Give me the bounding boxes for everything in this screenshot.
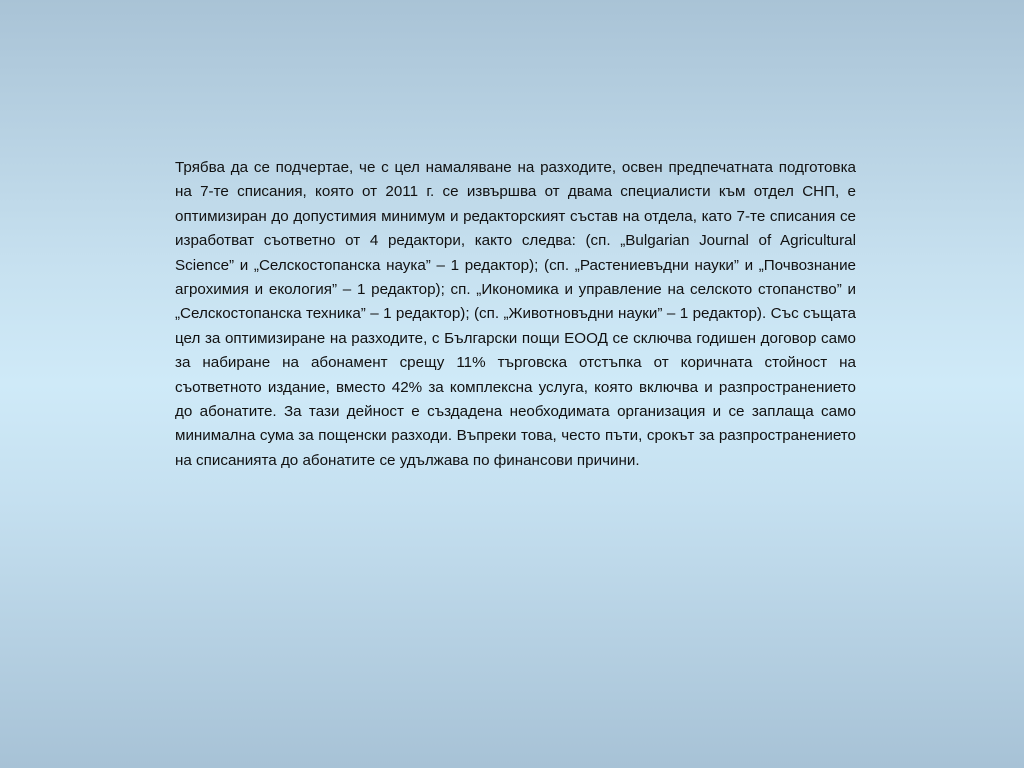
body-paragraph: Трябва да се подчертае, че с цел намаляване на разходите, освен предпечатната подготовка на 7-те списания, която от 2011 г. се извършва от двама специалисти към отдел СНП, е оптимизиран до допустимия минимум и редакторският състав на отдела, като 7-те списания се изработват съответно от 4 редактори, както следва: (сп. „Bulgarian Journal of Agricultural Science” и „Селскостопанска наука” – 1 редактор); (сп. „Растениевъдни науки” и „Почвознание агрохимия и екология” – 1 редактор); сп. „Икономика и управление на селското стопанство” и „Селскостопанска техника” – 1 редактор); (сп. „Животновъдни науки” – 1 редактор). Със същата цел за оптимизиране на разходите, с Български пощи ЕООД се сключва годишен договор само за набиране на абонамент срещу 11% търговска отстъпка от коричната стойност на съответното издание, вместо 42% за комплексна услуга, която включва и разпространението до абонатите. За тази дейност е създадена необходимата организация и се заплаща само минимална сума за пощенски разходи. Въпреки това, често пъти, срокът за разпространението на списанията до абонатите се удължава по финансови причини. [175, 159, 856, 469]
